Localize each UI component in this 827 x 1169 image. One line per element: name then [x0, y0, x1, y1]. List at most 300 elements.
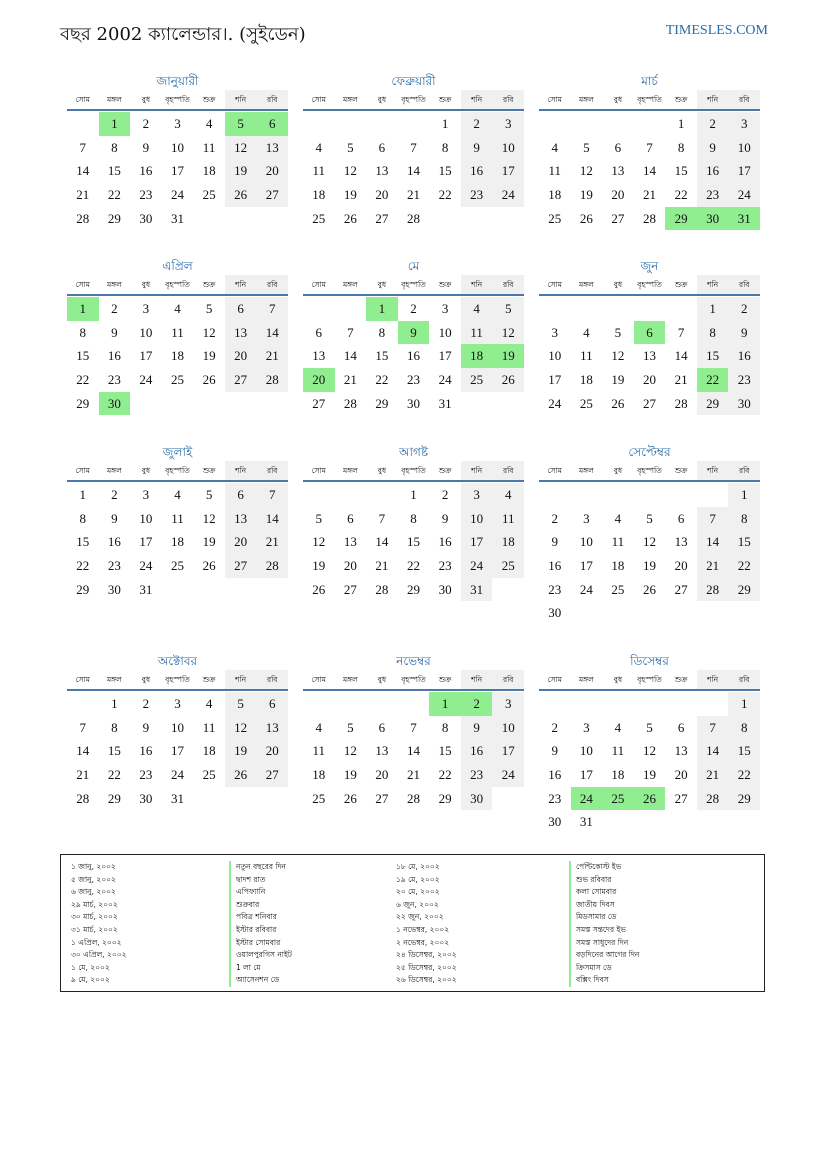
day-cell: 4	[614, 719, 622, 735]
weekday-label: শনি	[225, 90, 257, 109]
day-cell: 7	[697, 716, 729, 740]
weekday-label: রবি	[492, 670, 524, 689]
day-cell: 15	[76, 534, 90, 550]
day-cell: 15	[674, 163, 688, 179]
day-cell: 22	[375, 372, 389, 388]
weekday-header	[67, 461, 288, 482]
day-cell: 10	[461, 507, 493, 531]
day-cell: 20	[642, 372, 656, 388]
weekday-label: রবি	[728, 90, 760, 109]
day-cell: 5	[205, 487, 213, 502]
day-cell: 2	[728, 297, 760, 321]
weekday-label: শনি	[461, 461, 493, 480]
day-cell: 27	[225, 368, 257, 392]
weekday-label: শুক্র	[202, 675, 216, 684]
day-cell: 6	[378, 719, 386, 735]
day-cell: 1	[366, 297, 398, 321]
empty-cell	[539, 112, 571, 136]
day-grid	[539, 483, 760, 625]
day-cell: 5	[646, 510, 653, 526]
holiday-date: ২ নভেম্বর, ২০০২	[396, 937, 450, 947]
month-name: ডিসেম্বর	[630, 654, 669, 668]
day-cell: 6	[225, 483, 257, 507]
day-cell: 5	[225, 112, 257, 136]
day-cell: 6	[378, 139, 386, 155]
day-cell: 23	[139, 187, 153, 203]
day-cell: 30	[548, 814, 562, 830]
day-cell: 17	[170, 743, 184, 759]
day-cell: 4	[614, 510, 622, 526]
day-cell: 12	[579, 163, 593, 179]
holiday-name: শুভ রবিবার	[569, 874, 639, 887]
empty-cell	[335, 692, 367, 716]
weekday-label: সোম	[547, 675, 562, 684]
weekday-label: বুধ	[613, 95, 623, 104]
month-name: জুন	[640, 259, 659, 273]
empty-cell	[602, 297, 634, 321]
day-cell: 24	[139, 372, 153, 388]
day-cell: 2	[111, 301, 118, 316]
weekday-label: রবি	[256, 90, 288, 109]
day-cell: 18	[202, 163, 216, 179]
day-cell: 19	[202, 348, 216, 364]
day-cell: 8	[79, 324, 87, 340]
day-cell: 9	[111, 324, 118, 340]
weekday-label: বৃহস্পতি	[401, 280, 426, 289]
day-cell: 26	[343, 790, 357, 806]
weekday-label: বৃহস্পতি	[637, 675, 662, 684]
day-cell: 18	[548, 187, 562, 203]
holiday-date: ৩১ মার্চ, ২০০২	[71, 924, 118, 934]
holiday-names-col-2	[569, 861, 639, 987]
month-block	[67, 257, 288, 415]
day-cell: 5	[315, 510, 323, 526]
day-cell: 8	[441, 719, 449, 735]
weekday-header	[303, 275, 524, 296]
day-cell: 26	[202, 558, 216, 574]
day-cell: 29	[76, 581, 90, 597]
weekday-label: শনি	[697, 90, 729, 109]
weekday-header	[303, 90, 524, 111]
day-cell: 31	[438, 395, 452, 411]
day-cell: 22	[406, 558, 420, 574]
day-cell: 15	[438, 163, 452, 179]
weekday-label: সোম	[75, 675, 90, 684]
weekday-label: মঙ্গল	[342, 466, 358, 475]
day-cell: 28	[642, 210, 656, 226]
day-cell: 6	[614, 139, 622, 155]
day-cell: 8	[677, 139, 685, 155]
day-cell: 20	[674, 767, 688, 783]
day-cell: 17	[548, 372, 562, 388]
weekday-label: শুক্র	[438, 675, 452, 684]
day-cell: 22	[107, 187, 121, 203]
day-cell: 13	[375, 743, 389, 759]
day-cell: 12	[312, 534, 326, 550]
day-cell: 17	[728, 159, 760, 183]
day-cell: 2	[142, 696, 150, 711]
day-cell: 16	[107, 534, 121, 550]
day-cell: 8	[79, 510, 87, 526]
holiday-date: ২৫ ডিসেম্বর, ২০০২	[396, 962, 457, 972]
weekday-label: মঙ্গল	[578, 466, 594, 475]
empty-cell	[67, 692, 99, 716]
month-name: মে	[407, 259, 420, 273]
day-cell: 28	[76, 790, 90, 806]
day-cell: 3	[492, 112, 524, 136]
day-cell: 21	[697, 763, 729, 787]
day-cell: 30	[139, 790, 153, 806]
holiday-date: ৫ জানু, ২০০২	[71, 874, 116, 884]
weekday-label: মঙ্গল	[578, 675, 594, 684]
weekday-label: মঙ্গল	[342, 675, 358, 684]
month-block	[303, 72, 524, 230]
month-block	[67, 72, 288, 230]
day-cell: 23	[548, 790, 562, 806]
day-cell: 28	[674, 395, 688, 411]
day-cell: 11	[492, 507, 524, 531]
day-cell: 5	[205, 301, 213, 316]
weekday-label: বৃহস্পতি	[637, 466, 662, 475]
day-cell: 26	[202, 372, 216, 388]
day-cell: 16	[139, 743, 153, 759]
day-cell: 30	[548, 605, 562, 621]
day-cell: 28	[406, 790, 420, 806]
empty-cell	[539, 692, 571, 716]
empty-cell	[303, 297, 335, 321]
weekday-label: বুধ	[141, 675, 151, 684]
day-cell: 29	[375, 395, 389, 411]
weekday-label: বৃহস্পতি	[165, 280, 190, 289]
holiday-dates-col-2	[396, 861, 457, 987]
day-grid	[67, 112, 288, 230]
empty-cell	[571, 112, 603, 136]
day-cell: 5	[492, 297, 524, 321]
day-cell: 14	[256, 321, 288, 345]
day-cell: 22	[674, 187, 688, 203]
day-cell: 21	[642, 187, 656, 203]
day-cell: 26	[343, 210, 357, 226]
day-cell: 15	[375, 348, 389, 364]
day-cell: 7	[410, 139, 417, 155]
day-cell: 14	[406, 163, 420, 179]
day-cell: 21	[256, 344, 288, 368]
weekday-label: শুক্র	[202, 466, 216, 475]
day-cell: 11	[202, 139, 216, 155]
day-cell: 22	[76, 372, 90, 388]
weekday-label: বুধ	[377, 675, 387, 684]
day-cell: 25	[312, 790, 326, 806]
holiday-date: ২০ মে, ২০০২	[396, 887, 440, 897]
day-cell: 13	[256, 716, 288, 740]
day-cell: 25	[548, 210, 562, 226]
day-cell: 27	[343, 581, 357, 597]
day-cell: 9	[728, 321, 760, 345]
month-block	[303, 652, 524, 810]
day-cell: 6	[677, 719, 685, 735]
empty-cell	[571, 297, 603, 321]
weekday-header	[67, 90, 288, 111]
day-cell: 21	[76, 767, 90, 783]
day-cell: 1	[410, 487, 417, 502]
day-cell: 26	[312, 581, 326, 597]
day-cell: 11	[202, 719, 216, 735]
month-block	[539, 443, 760, 625]
empty-cell	[303, 692, 335, 716]
day-cell: 13	[225, 321, 257, 345]
day-cell: 22	[728, 554, 760, 578]
day-cell: 23	[461, 183, 493, 207]
day-cell: 23	[406, 372, 420, 388]
day-cell: 26	[225, 763, 257, 787]
day-cell: 2	[111, 487, 118, 502]
empty-cell	[697, 483, 729, 507]
day-cell: 3	[728, 112, 760, 136]
empty-cell	[366, 112, 398, 136]
holiday-date: ১৯ মে, ২০০২	[396, 874, 440, 884]
month-block	[67, 652, 288, 810]
day-cell: 1	[677, 116, 685, 131]
day-cell: 14	[256, 507, 288, 531]
day-cell: 27	[375, 210, 389, 226]
day-cell: 23	[438, 558, 452, 574]
weekday-header	[539, 275, 760, 296]
day-cell: 5	[225, 692, 257, 716]
weekday-label: বৃহস্পতি	[401, 95, 426, 104]
day-cell: 7	[677, 324, 685, 340]
month-name: মার্চ	[641, 74, 658, 88]
day-cell: 18	[170, 348, 184, 364]
month-block	[67, 443, 288, 601]
day-cell: 16	[438, 534, 452, 550]
month-name: অক্টোবর	[157, 654, 198, 668]
holiday-name: পবিত্র শনিবার	[229, 911, 292, 924]
day-cell: 4	[315, 139, 323, 155]
day-cell: 10	[438, 324, 452, 340]
day-cell: 27	[674, 790, 688, 806]
weekday-label: বৃহস্পতি	[165, 675, 190, 684]
day-cell: 4	[315, 719, 323, 735]
month-block	[539, 72, 760, 230]
day-cell: 24	[579, 581, 593, 597]
holiday-date: ৩০ এপ্রিল, ২০০২	[71, 950, 127, 960]
day-cell: 31	[170, 790, 184, 806]
day-cell: 8	[728, 507, 760, 531]
weekday-label: শনি	[225, 275, 257, 294]
day-cell: 6	[256, 692, 288, 716]
day-cell: 3	[551, 324, 559, 340]
day-cell: 6	[347, 510, 354, 526]
day-cell: 18	[461, 344, 493, 368]
day-cell: 9	[142, 139, 150, 155]
day-grid	[303, 692, 524, 810]
day-cell: 16	[548, 767, 562, 783]
day-cell: 7	[378, 510, 386, 526]
day-cell: 18	[312, 767, 326, 783]
day-cell: 27	[611, 210, 625, 226]
day-cell: 31	[170, 210, 184, 226]
weekday-label: সোম	[547, 280, 562, 289]
day-cell: 10	[728, 136, 760, 160]
holiday-date: ২৬ ডিসেম্বর, ২০০২	[396, 975, 457, 985]
day-cell: 9	[461, 136, 493, 160]
day-cell: 2	[461, 112, 493, 136]
brand-link[interactable]: TIMESLES.COM	[665, 23, 768, 38]
holiday-date: ৬ জানু, ২০০২	[71, 887, 116, 897]
day-cell: 11	[171, 324, 184, 340]
day-cell: 15	[728, 739, 760, 763]
day-cell: 12	[492, 321, 524, 345]
day-cell: 18	[312, 187, 326, 203]
weekday-header	[539, 670, 760, 691]
empty-cell	[67, 112, 99, 136]
day-cell: 15	[107, 163, 121, 179]
day-cell: 2	[697, 112, 729, 136]
day-cell: 25	[492, 554, 524, 578]
day-cell: 13	[611, 163, 625, 179]
day-cell: 18	[579, 372, 593, 388]
empty-cell	[539, 483, 571, 507]
day-cell: 19	[343, 187, 357, 203]
day-cell: 11	[580, 348, 593, 364]
day-cell: 10	[139, 324, 153, 340]
day-cell: 13	[225, 507, 257, 531]
holiday-date: ১ জানু, ২০০২	[71, 862, 116, 871]
day-cell: 29	[107, 790, 121, 806]
day-cell: 24	[139, 558, 153, 574]
day-cell: 16	[548, 558, 562, 574]
weekday-label: সোম	[75, 95, 90, 104]
day-cell: 10	[579, 534, 593, 550]
holiday-names-col-1	[229, 861, 292, 987]
holiday-name: 1 লা মে	[229, 962, 292, 975]
day-cell: 15	[728, 530, 760, 554]
weekday-label: মঙ্গল	[578, 280, 594, 289]
day-cell: 13	[312, 348, 326, 364]
empty-cell	[665, 297, 697, 321]
day-cell: 29	[438, 790, 452, 806]
day-cell: 16	[697, 159, 729, 183]
day-cell: 29	[406, 581, 420, 597]
empty-cell	[602, 483, 634, 507]
weekday-label: শুক্র	[202, 95, 216, 104]
day-cell: 16	[728, 344, 760, 368]
weekday-label: মঙ্গল	[342, 280, 358, 289]
day-cell: 5	[614, 324, 622, 340]
day-cell: 21	[406, 767, 420, 783]
day-cell: 3	[461, 483, 493, 507]
day-cell: 27	[225, 554, 257, 578]
day-cell: 15	[107, 743, 121, 759]
day-cell: 13	[256, 136, 288, 160]
day-cell: 11	[312, 743, 326, 759]
day-cell: 30	[99, 392, 131, 416]
weekday-label: মঙ্গল	[106, 280, 122, 289]
empty-cell	[634, 297, 666, 321]
holiday-name: পেন্টিকোস্ট ইভ	[569, 861, 639, 874]
weekday-label: সোম	[311, 466, 326, 475]
month-name: আগষ্ট	[398, 445, 429, 459]
day-cell: 19	[611, 372, 625, 388]
empty-cell	[335, 483, 367, 507]
day-cell: 2	[441, 487, 449, 502]
empty-cell	[303, 483, 335, 507]
holiday-name: শুক্রবার	[229, 899, 292, 912]
holiday-date: ৬ জুন, ২০০২	[396, 899, 439, 909]
weekday-label: শুক্র	[674, 675, 688, 684]
weekday-label: রবি	[256, 670, 288, 689]
day-cell: 31	[579, 814, 593, 830]
day-cell: 1	[429, 692, 461, 716]
holiday-date: ২৯ মার্চ, ২০০২	[71, 899, 118, 909]
day-cell: 20	[256, 159, 288, 183]
day-cell: 10	[170, 719, 184, 735]
day-cell: 15	[76, 348, 90, 364]
day-cell: 25	[312, 210, 326, 226]
day-cell: 7	[410, 719, 417, 735]
day-cell: 1	[728, 692, 760, 716]
weekday-label: সোম	[311, 280, 326, 289]
empty-cell	[697, 692, 729, 716]
day-cell: 3	[583, 510, 590, 526]
weekday-label: বুধ	[141, 95, 151, 104]
holiday-name: নতুন বছরের দিন	[229, 861, 292, 874]
weekday-label: শনি	[697, 275, 729, 294]
day-grid	[539, 692, 760, 834]
weekday-label: মঙ্গল	[578, 95, 594, 104]
day-cell: 5	[646, 719, 653, 735]
day-cell: 18	[202, 743, 216, 759]
day-cell: 4	[174, 301, 181, 316]
day-cell: 21	[76, 187, 90, 203]
holiday-date: ২২ জুন, ২০০২	[396, 912, 444, 922]
day-cell: 23	[107, 372, 121, 388]
day-cell: 7	[256, 483, 288, 507]
day-cell: 14	[642, 163, 656, 179]
day-cell: 17	[461, 530, 493, 554]
weekday-label: বৃহস্পতি	[165, 95, 190, 104]
day-cell: 27	[256, 763, 288, 787]
empty-cell	[602, 112, 634, 136]
day-cell: 19	[642, 558, 656, 574]
day-cell: 23	[139, 767, 153, 783]
day-cell: 12	[343, 163, 357, 179]
day-cell: 11	[548, 163, 562, 179]
day-cell: 2	[551, 719, 559, 735]
day-cell: 18	[170, 534, 184, 550]
day-cell: 6	[256, 112, 288, 136]
empty-cell	[398, 692, 430, 716]
day-cell: 26	[492, 368, 524, 392]
empty-cell	[335, 297, 367, 321]
day-cell: 12	[202, 510, 216, 526]
day-cell: 25	[202, 187, 216, 203]
weekday-label: বুধ	[613, 280, 623, 289]
weekday-label: শুক্র	[438, 466, 452, 475]
day-cell: 18	[611, 767, 625, 783]
day-cell: 29	[697, 392, 729, 416]
day-cell: 11	[461, 321, 493, 345]
day-grid	[539, 297, 760, 415]
weekday-label: বুধ	[377, 466, 387, 475]
day-cell: 8	[697, 321, 729, 345]
day-cell: 11	[312, 163, 326, 179]
day-cell: 16	[139, 163, 153, 179]
month-name: জানুয়ারী	[156, 74, 199, 88]
day-cell: 23	[461, 763, 493, 787]
weekday-label: সোম	[75, 466, 90, 475]
weekday-label: রবি	[256, 461, 288, 480]
